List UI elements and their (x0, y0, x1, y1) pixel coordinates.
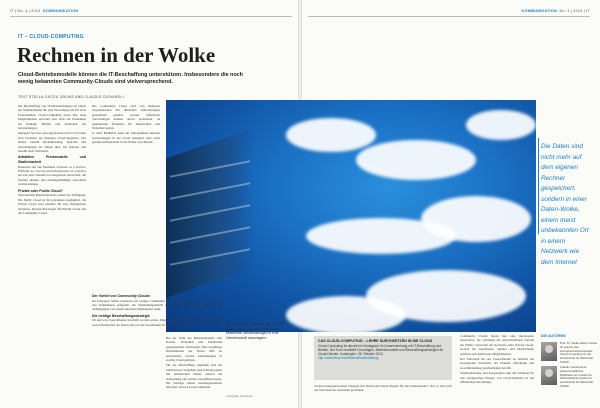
left-header-rule (10, 16, 292, 17)
facade-stripe (170, 160, 250, 178)
section-label: IT – CLOUD-COMPUTING (18, 34, 84, 40)
authors-label: DIE AUTOREN (541, 334, 566, 338)
text-column-2-upper (92, 104, 160, 284)
article-deck: Cloud-Betriebsmodelle können die IT-Beschaffung unterstützen. Insbesondere die noch wenig bekannten Community-Clouds sind vielversprechend. (18, 72, 243, 85)
paragraph: Für die Beschaffung empfiehlt sich ein schrittweises Vorgehen: zuerst Pilotprojekte mit unkritischen Daten, danach die Ausweitung auf weitere Geschäftsprozesse. Die Verträge sollten Ausstiegsszenarien und klare Service Levels enthalten. (166, 363, 222, 390)
author-photo (541, 366, 557, 385)
info-box-link[interactable]: http://www.fhnw.ch/wirtschaft/weiterbildung (318, 356, 379, 361)
right-section-name: KOMMUNIKATION (521, 9, 557, 13)
cloud-shape (356, 140, 476, 180)
paragraph: Bei der Wahl des Betriebsmodells sind Kosten, Sicherheit und Flexibilität gegeneinander abzuwägen. Eine sorgfältige Klassifikation der Daten hilft zu entscheiden, welche Anwendungen in welche Cloud gehören. (166, 336, 222, 363)
right-page-number: No. 4 | 2013 | IT (559, 9, 590, 13)
author-bio: Prof. Dr. Stella Gatziu Grivas ist Leiterin des Kompetenzschwerpunkts Cloud Computing an der Hochschule für Wirtschaft FHNW. (560, 341, 597, 364)
facade-stripe (170, 204, 250, 222)
left-page-number: IT | No. 4 | 2013 (10, 9, 41, 13)
cloud-shape (466, 110, 536, 140)
author-photo (541, 342, 557, 361)
info-box-title: CAS CLOUD-COMPUTING – LEHRE DURCHSETZEN IN DIE CLOUD (318, 339, 433, 343)
subheading: Attraktive Preismodelle und Skalierbarkeit (18, 155, 86, 165)
text-column-4-tail (314, 384, 452, 404)
left-page-header (10, 9, 78, 13)
paragraph: Managed Services und Application Service Provider sind Vorläufer der heutigen Cloud-Angebote. Der Nutzer bezieht Rechenleistung, Speicher und Anwendungen als Dienst über das Internet und bezahlt nach Verbrauch. (18, 131, 86, 154)
subheading: Der Vorteil von Community Clouds (92, 294, 150, 298)
info-box-body: Cloud-Computing ist derzeit ein Schlagwort im Zusammenhang mit IT-Beschaffung und Betrieb. Der Kurs vermittelt Grundlagen, Betriebsmodelle und Beschaffungsstrategien für Cloud-Dienste. Kursbeginn: 26. Oktober 2013. (318, 343, 444, 357)
info-box (314, 336, 452, 380)
text-column-1 (18, 104, 86, 398)
paragraph: Basierend auf den Modellen Software as a Service, Platform as a Service und Infrastructure as a Service hat sich eine Vielzahl von Angeboten entwickelt, die flexibel skaliert und nutzungsabhängig verrechnet werden können. (18, 164, 86, 187)
paragraph: verantwortungsbewussten Umgang mit Daten und klaren Regeln für den Datenstandort. Nur so lässt sich das Vertrauen der Anwender gewinnen. (314, 384, 452, 393)
paragraph: Im Schweizer Markt existieren erst wenige Community-Cloud-Angebote. Die Kosten werden unter den Teilnehmern aufgeteilt, die Verhandlungsmacht gegenüber den Anbietern steigt und die Abhängigkeit von einem einzelnen Dienstleister sinkt. (92, 298, 222, 312)
right-page-header (522, 9, 590, 13)
article-byline: TEXT STELLA GATZIU GRIVAS AND CLAUDIO GIOVANOLI (18, 95, 124, 99)
photo-credit: Fotografie: Fotolia.de (226, 394, 253, 398)
cloud-shape (421, 196, 531, 242)
right-header-rule (308, 16, 590, 17)
facade-stripe (170, 248, 250, 266)
cloud-shape (286, 118, 376, 152)
left-section-name: KOMMUNIKATION (42, 9, 79, 13)
paragraph: Standardisierung und Kooperation sind die Schlüssel für den erfolgreichen Einsatz von Cloud-Diensten in der öffentlichen Verwaltung. (460, 371, 534, 385)
paragraph: Community Clouds bieten hier eine interessante Alternative: Sie verbinden die wirtschaftlichen Vorteile der Public Cloud mit der Kontrolle einer Private Cloud. Gerade für Gemeinden, Spitäler und Hochschulen eröffnen sich damit neue Möglichkeiten. (460, 334, 534, 356)
text-column-5 (460, 334, 534, 402)
facade-stripe (170, 182, 250, 200)
paragraph: Je nach Bedürfnis kann ein Unternehmen einzelne Anwendungen in die Cloud auslagern oder seine gesamte Infrastruktur in die Wolke verschieben. (92, 131, 160, 145)
paragraph: Ob und wie Cloud-Dienste beschafft werden sollen, hängt von den rechtlichen Rahmenbedingungen, vom Schutzbedarf der Daten und von der bestehenden IT-Landschaft ab. (92, 318, 222, 327)
paragraph: Die Community Cloud wird von mehreren Organisationen mit ähnlichen Anforderungen gemeinsam genutzt. Gerade öffentliche Verwaltungen können davon profitieren, da gemeinsame Standards für Datenschutz und Sicherheit gelten. (92, 104, 160, 131)
facade-stripe (170, 226, 250, 244)
text-column-3 (166, 336, 222, 400)
pull-quote: Die Daten sind nicht mehr auf dem eigenen Rechner gespeichert, sondern in einer Daten-Wolke, einem meist unbekannten Ort in einem Netzwerk wie dem Internet (541, 143, 589, 266)
paragraph: Verschiedene Betriebsmodelle stehen zur Verfügung: Die Public Cloud ist für jedermann zugänglich, die Private Cloud wird exklusiv für eine Organisation betrieben. Dazwischen liegen die Hybrid Cloud und die Community Cloud. (18, 193, 86, 215)
subheading: Private oder Public Cloud? (18, 188, 63, 193)
photo-caption: Cloud-Systeme verbinden die IT vieler Unternehmen. Es kann sinnvoll sein, bestimmte Dienstleistungen in eine Gemeinschaft auszulagern. (226, 322, 284, 341)
author-bio: Claudio Giovanoli ist wissenschaftlicher Mitarbeiter am Institut für Wirtschaftsinformatik der Hochschule für Wirtschaft FHNW. (560, 365, 593, 388)
article-headline: Rechnen in der Wolke (17, 43, 216, 67)
pullquote-rule (538, 138, 539, 234)
paragraph: Die Beschaffung von IT-Dienstleistungen ist längst ein Standardthema für jede Verwaltung und für viele Unternehmen. Cloud-Computing bietet hier neue Möglichkeiten, erfordert aber auch ein Umdenken bei Einkauf, Betrieb und Sicherheit der Anwendungen. (18, 104, 86, 131)
subheading: Die richtige Beschaffungsstrategie (92, 313, 150, 318)
paragraph: Der Entscheid für ein Cloud-Modell ist letztlich ein strategischer Entscheid, der Einkauf, Informatik und Geschäftsleitung gleichermaßen betrifft. (460, 357, 534, 370)
cloud-shape (286, 296, 406, 332)
